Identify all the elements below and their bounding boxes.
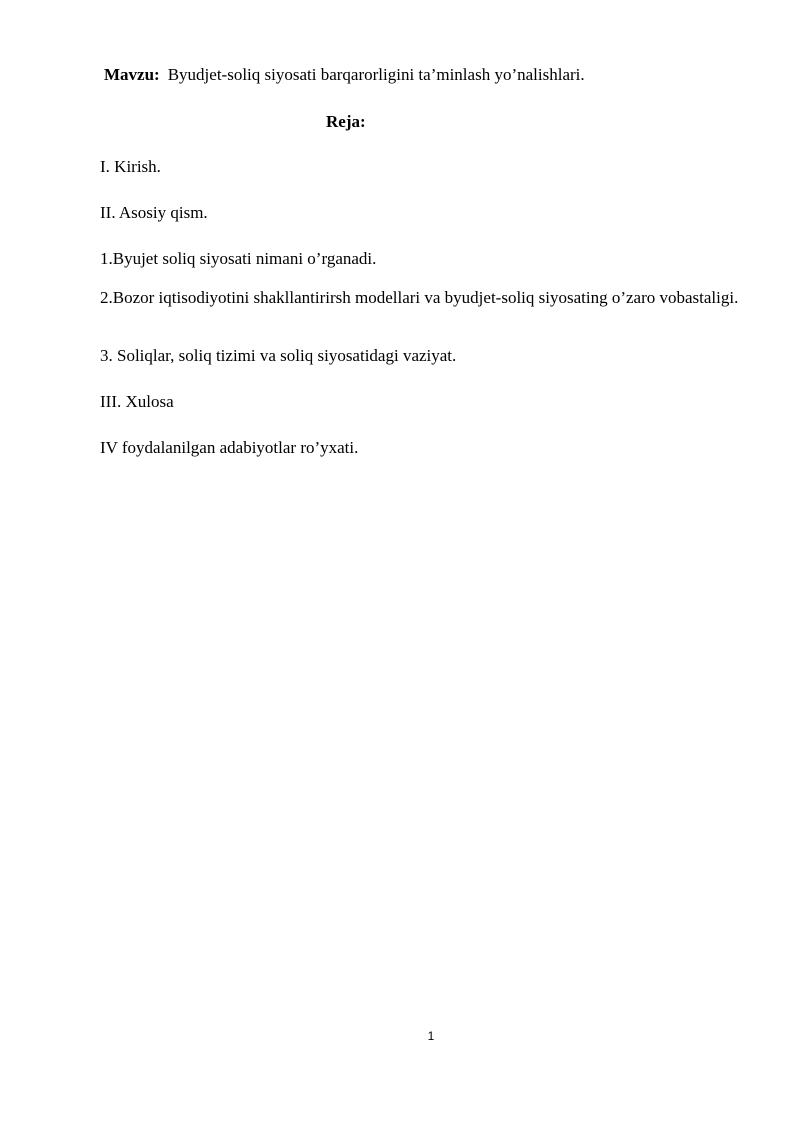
topic-line — [104, 65, 585, 85]
plan-subitem-2: 2.Bozor iqtisodiyotini shakllantirirsh modellari va byudjet-soliq siyosating o’zaro vobastaligi. — [100, 288, 739, 307]
plan-subitem-1: 1.Byujet soliq siyosati nimani o’rganadi. — [100, 249, 377, 268]
plan-title: Reja: — [326, 112, 366, 131]
plan-item-main-part: II. Asosiy qism. — [100, 203, 208, 222]
plan-item-references: IV foydalanilgan adabiyotlar ro’yxati. — [100, 438, 359, 457]
plan-item-conclusion: III. Xulosa — [100, 392, 174, 411]
plan-subitem-3: 3. Soliqlar, soliq tizimi va soliq siyosatidagi vaziyat. — [100, 346, 457, 365]
topic-text: Byudjet-soliq siyosati barqarorligini ta’minlash yo’nalishlari. — [167, 65, 585, 84]
plan-item-introduction: I. Kirish. — [100, 157, 161, 176]
page-number: 1 — [427, 1029, 435, 1043]
topic-label: Mavzu: — [104, 65, 160, 84]
